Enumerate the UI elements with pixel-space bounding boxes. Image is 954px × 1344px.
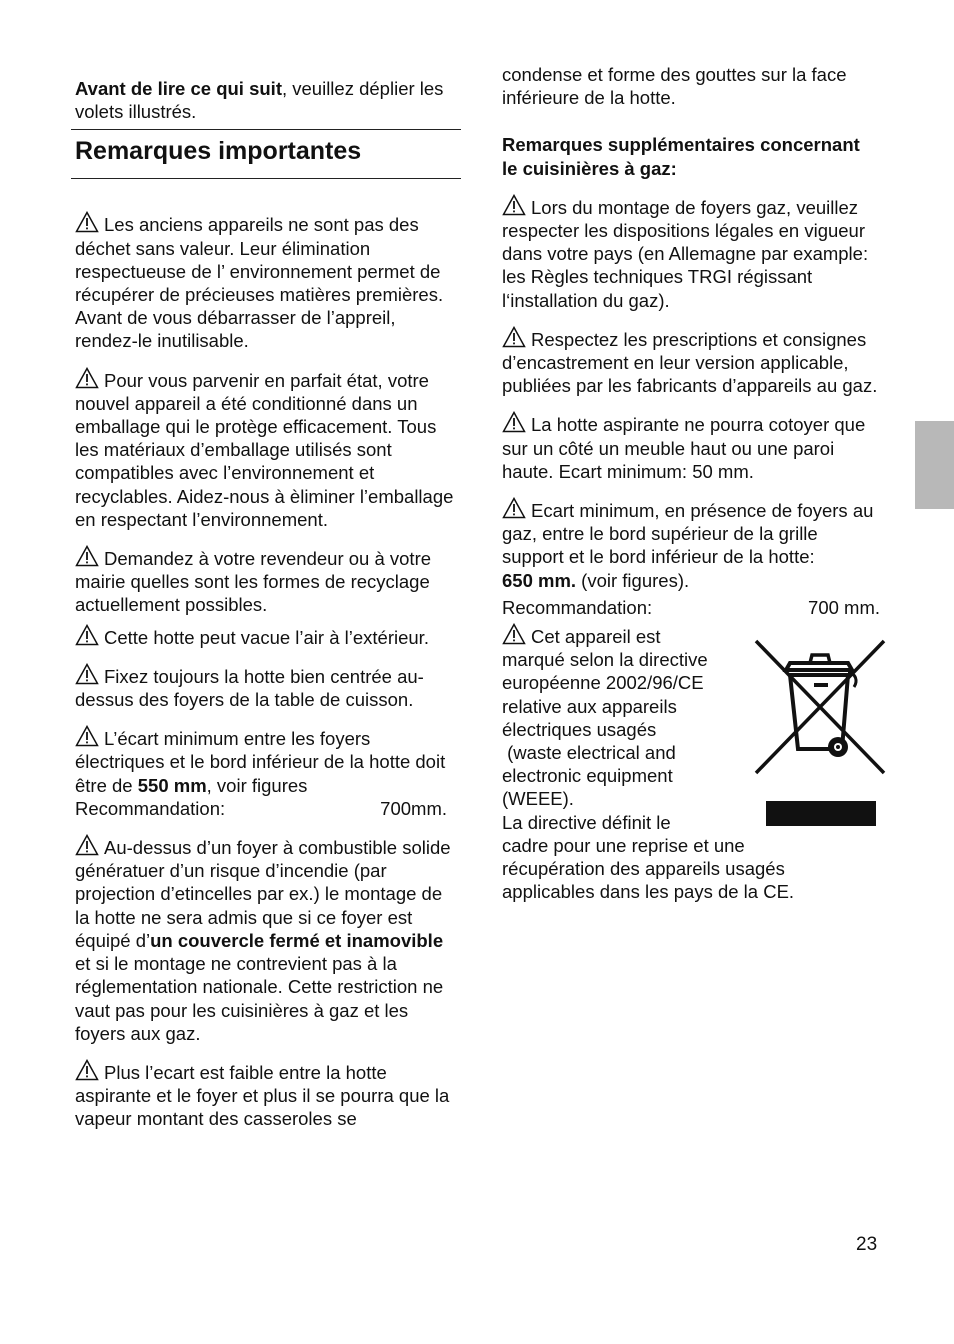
- page-heading: Remarques importantes: [75, 137, 362, 166]
- warning-triangle-icon: [75, 725, 99, 747]
- weee-tail-text: cadre pour une reprise et une récupération des appareils usagés applicables dans les pays de la CE.: [502, 834, 795, 903]
- continuation-text: condense et forme des gouttes sur la face inférieure de la hotte.: [502, 64, 847, 109]
- weee-line: relative aux appareils: [502, 695, 677, 717]
- note-disposal: Les anciens appareils ne sont pas des déchet sans valeur. Leur élimination respectueuse de l’ environnement permet de récupérer de précieuses matières premières. Avant de vous débarrasser de l’appreil, rendez-le inutilisable.: [75, 211, 457, 352]
- gas-subheading: Remarques supplémentaires concernant le cuisinières à gaz:: [502, 134, 860, 179]
- weee-line: électriques usagés: [502, 718, 657, 740]
- warning-triangle-icon: [75, 834, 99, 856]
- recommendation-electric: Recommandation: 700mm.: [75, 797, 447, 819]
- recommendation-gas: Recommandation: 700 mm.: [502, 596, 880, 618]
- note-electric-distance: L’écart minimum entre les foyers électriques et le bord inférieur de la hotte doit être de 550 mm, voir figures Recommandation: 700mm.: [75, 725, 457, 820]
- warning-triangle-icon: [75, 1059, 99, 1081]
- note-side-clearance: La hotte aspirante ne pourra cotoyer que sur un côté un meuble haut ou une paroi haute. Ecart minimum: 50 mm.: [502, 411, 880, 483]
- note-solid-fuel: Au-dessus d’un foyer à combustible solide génératuer d’un risque d’incendie (par projection d’etincelles par ex.) le montage de la hotte ne sera admis que si ce foyer est équipé d’un couvercle fermé et inamovible et si le montage ne contrevient pas à la réglementation nationale. Cette restriction ne vaut pas pour les cuisinières à gaz et les foyers aux gaz.: [75, 834, 457, 1045]
- note-exhaust: Cette hotte peut vacue l’air à l’extérieur.: [75, 624, 457, 649]
- weee-line: Cet appareil est: [502, 623, 880, 648]
- note-packaging: Pour vous parvenir en parfait état, votre nouvel appareil a été conditionné dans un emballage qui le protège efficacement. Tous les matériaux d’emballage utilisés sont compatibles avec l’environnement et recyclables. Aidez-nous à èliminer l’emballage en respectant l’environnement.: [75, 367, 457, 531]
- note-gas-distance: Ecart minimum, en présence de foyers au gaz, entre le bord supérieur de la grille support et le bord inférieur de la hotte: 650 mm. (voir figures).: [502, 497, 880, 592]
- left-column: [75, 77, 457, 1145]
- weee-section: [502, 623, 880, 903]
- warning-triangle-icon: [502, 497, 526, 519]
- right-column: [502, 63, 880, 904]
- warning-triangle-icon: [502, 194, 526, 216]
- weee-black-bar: [766, 801, 876, 826]
- weee-line: (waste electrical and: [502, 742, 676, 764]
- crossed-out-wheelie-bin-icon: [752, 637, 888, 777]
- weee-line: electronic equipment: [502, 765, 673, 787]
- note-steam: Plus l’ecart est faible entre la hotte aspirante et le foyer et plus il se pourra que la vapeur montant des casseroles se: [75, 1059, 457, 1131]
- weee-line: marqué selon la directive: [502, 649, 708, 671]
- warning-triangle-icon: [75, 545, 99, 567]
- heading-rule-bottom: [71, 178, 461, 179]
- warning-triangle-icon: [75, 663, 99, 685]
- page-number: 23: [856, 1234, 878, 1255]
- warning-triangle-icon: [502, 326, 526, 348]
- note-centering: Fixez toujours la hotte bien centrée au-dessus des foyers de la table de cuisson.: [75, 663, 457, 711]
- heading-rule-top: [71, 129, 461, 130]
- warning-triangle-icon: [502, 623, 526, 645]
- warning-triangle-icon: [75, 211, 99, 233]
- note-gas-regulations: Lors du montage de foyers gaz, veuillez respecter les dispositions légales en vigueur dans votre pays (en Allemagne par example: les Règles techniques TRGI régissant l‘installation du gaz).: [502, 194, 880, 312]
- weee-line: (WEEE).: [502, 788, 574, 810]
- weee-line: La directive définit le: [502, 811, 671, 833]
- warning-triangle-icon: [75, 624, 99, 646]
- note-gas-manufacturers: Respectez les prescriptions et consignes d’encastrement en leur version applicable, publiées par les fabricants d’appareils au gaz.: [502, 326, 880, 398]
- intro-text: Avant de lire ce qui suit, veuillez déplier les volets illustrés.: [75, 78, 444, 123]
- warning-triangle-icon: [502, 411, 526, 433]
- section-tab-marker: [915, 421, 954, 509]
- weee-line: européenne 2002/96/CE: [502, 672, 704, 694]
- warning-triangle-icon: [75, 367, 99, 389]
- note-recycling: Demandez à votre revendeur ou à votre mairie quelles sont les formes de recyclage actuellement possibles.: [75, 545, 457, 617]
